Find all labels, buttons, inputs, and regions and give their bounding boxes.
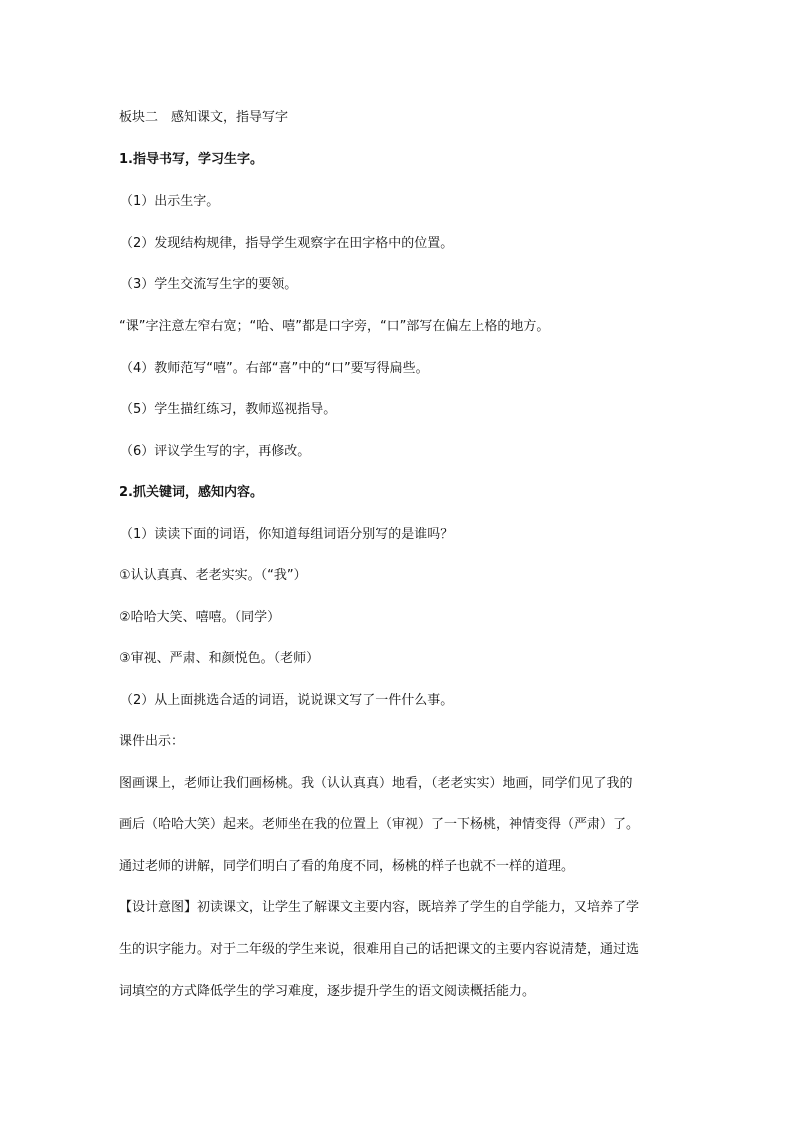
word-group: ②哈哈大笑、嘻嘻。（同学） [119,610,281,625]
part1-heading: 1.指导书写，学习生字。 [119,152,263,167]
courseware-line: 通过老师的讲解，同学们明白了看的角度不同，杨桃的样子也就不一样的道理。 [119,859,575,874]
part1-step-note: “课”字注意左窄右宽；“哈、嘻”都是口字旁，“口”部写在偏左上格的地方。 [119,319,550,334]
design-intent-line: 词填空的方式降低学生的学习难度，逐步提升学生的语文阅读概括能力。 [119,984,536,999]
courseware-label: 课件出示： [119,734,185,749]
part1-step: （4）教师范写“嘻”。右部“喜”中的“口”要写得扁些。 [120,361,429,376]
part2-question2: （2）从上面挑选合适的词语，说说课文写了一件什么事。 [120,693,454,708]
design-intent-line: 生的识字能力。对于二年级的学生来说，很难用自己的话把课文的主要内容说清楚，通过选 [119,942,640,957]
part1-step: （1）出示生字。 [120,194,220,209]
part2-question1: （1）读读下面的词语，你知道每组词语分别写的是谁吗？ [120,527,454,542]
design-intent-line: 【设计意图】初读课文，让学生了解课文主要内容，既培养了学生的自学能力，又培养了学 [119,900,640,915]
part2-heading: 2.抓关键词，感知内容。 [119,485,263,500]
word-group: ③审视、严肃、和颜悦色。（老师） [119,651,320,666]
part1-step: （6）评议学生写的字，再修改。 [120,444,311,459]
courseware-line: 图画课上，老师让我们画杨桃。我（认认真真）地看，（老老实实）地画，同学们见了我的 [119,776,633,791]
part1-step: （3）学生交流写生字的要领。 [120,277,298,292]
part1-step: （2）发现结构规律，指导学生观察字在田字格中的位置。 [120,236,454,251]
part1-step: （5）学生描红练习，教师巡视指导。 [120,402,337,417]
courseware-line: 画后（哈哈大笑）起来。老师坐在我的位置上（审视）了一下杨桃，神情变得（严肃）了。 [119,817,640,832]
word-group: ①认认真真、老老实实。（“我”） [119,568,307,583]
section-title: 板块二 感知课文，指导写字 [119,110,289,125]
